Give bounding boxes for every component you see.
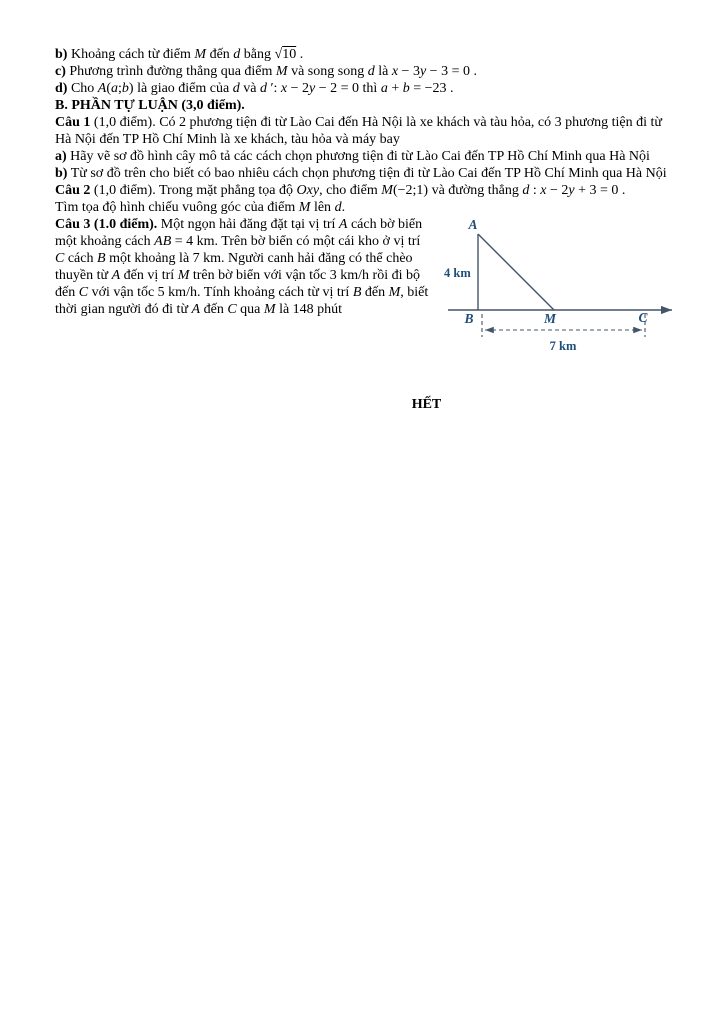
cau2-statement: Câu 2 (1,0 điểm). Trong mặt phẳng tọa độ Oxy, cho điểm M(−2;1) và đường thẳng d : x − 2y + 3 = 0 . [55,183,626,198]
statement-b: b) Khoảng cách từ điểm M đến d bằng √10 . [55,47,304,62]
section-header-tu-luan: B. PHẦN TỰ LUẬN (3,0 điểm). [55,98,245,113]
label-distance-AB: 4 km [444,266,471,280]
lighthouse-triangle-figure [442,218,680,356]
cau3-statement: Câu 3 (1.0 điểm). Một ngọn hải đăng đặt tại vị trí A cách bờ biển một khoảng cách AB = 4 km. Trên bờ biển có một cái kho ở vị trí C cách B một khoảng là 7 km. Người canh hải đăng có thể chèo thuyền từ A đến vị trí M trên bờ biển với vận tốc 3 km/h rồi đi bộ đến C với vận tốc 5 km/h. Tính khoảng cách từ vị trí B đến M, biết thời gian người đó đi từ A đến C qua M là 148 phút [55,217,429,317]
label-point-B: B [464,311,474,326]
cau2-statement-line2: Tìm tọa độ hình chiếu vuông góc của điểm M lên d. [55,200,346,215]
cau1-statement: Câu 1 (1,0 điểm). Có 2 phương tiện đi từ Lào Cai đến Hà Nội là xe khách và tàu hỏa, có 3 phương tiện đi từ Hà Nội đến TP Hồ Chí Minh là xe khách, tàu hỏa và máy bay [55,115,662,147]
segment-AM-line [478,234,554,310]
label-point-A: A [468,218,478,232]
label-point-M: M [543,311,557,326]
cau3-block [55,216,680,358]
statement-d: d) Cho A(a;b) là giao điểm của d và d ′: x − 2y − 2 = 0 thì a + b = −23 . [55,81,454,96]
end-marker: HẾT [411,397,442,412]
statement-c: c) Phương trình đường thẳng qua điểm M và song song d là x − 3y − 3 = 0 . [55,64,477,79]
cau1-part-b: b) Từ sơ đồ trên cho biết có bao nhiêu cách chọn phương tiện đi từ Lào Cai đến TP Hồ Chí Minh qua Hà Nội [55,166,667,181]
cau1-part-a: a) Hãy vẽ sơ đồ hình cây mô tả các cách chọn phương tiện đi từ Lào Cai đến TP Hồ Chí Minh qua Hà Nội [55,149,650,164]
label-point-C: C [638,310,648,325]
label-distance-BC: 7 km [549,339,577,353]
